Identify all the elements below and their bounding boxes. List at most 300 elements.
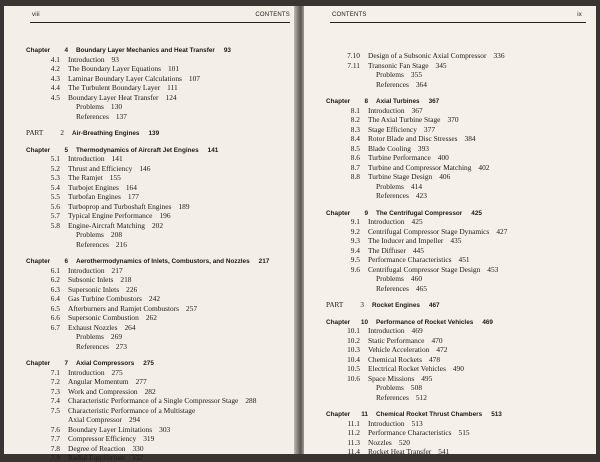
section-number: 5.8 (50, 220, 60, 230)
page-number: 513 (411, 418, 423, 428)
section-title: Blade Cooling (368, 143, 411, 153)
page-number: 513 (491, 411, 502, 418)
page-number: 282 (144, 386, 156, 396)
part-number: 3 (360, 301, 364, 309)
section-number: 4.3 (50, 73, 60, 83)
section-number: 10.3 (347, 345, 360, 354)
page-number: 101 (167, 64, 180, 73)
chapter-number: 4 (64, 47, 68, 54)
page-number: 377 (423, 124, 436, 134)
section-number: 11.3 (347, 437, 360, 447)
page-number: 515 (458, 428, 470, 437)
toc-section (344, 256, 470, 264)
header-rule (30, 22, 290, 23)
section-number: 8.1 (350, 105, 360, 115)
section-title: Gas Turbine Combustors (68, 294, 142, 303)
page-number: 414 (410, 181, 423, 191)
section-number: 7.10 (347, 51, 360, 60)
section-title: The Diffuser (368, 245, 406, 255)
toc-section (44, 212, 171, 220)
section-title: Characteristic Performance of a Multistage (68, 405, 196, 415)
page-number: 107 (188, 73, 200, 83)
page-number: 262 (145, 313, 157, 322)
page-number: 139 (148, 130, 160, 137)
chapter-title: Thermodynamics of Aircraft Jet Engines (76, 146, 199, 154)
section-number: 5.4 (50, 182, 60, 192)
section-title: Boundary Layer Limitations (68, 424, 153, 434)
page-number: 490 (452, 364, 464, 373)
section-number: 5.1 (50, 154, 60, 163)
page-number: 541 (438, 447, 450, 456)
page-number: 355 (410, 70, 423, 79)
section-number: 8.6 (350, 153, 360, 162)
chapter-title: Axial Turbines (376, 98, 420, 105)
toc-section (44, 305, 197, 313)
toc-section (344, 116, 459, 124)
toc-subentry (376, 183, 422, 191)
section-title: Work and Compression (68, 386, 138, 396)
toc-section (44, 295, 160, 303)
toc-section (344, 346, 447, 354)
page-number: 208 (110, 230, 123, 239)
page-number: 264 (124, 322, 136, 332)
section-number: 9.2 (350, 226, 360, 236)
section-number: 9.1 (350, 217, 360, 226)
chapter-label: Chapter (326, 209, 351, 217)
page-number: 196 (159, 211, 171, 220)
toc-section (44, 193, 139, 201)
page-number: 275 (143, 360, 154, 367)
toc-section (344, 52, 505, 60)
right-page (304, 6, 596, 454)
section-number: 4.2 (50, 64, 60, 73)
section-number: 11.1 (347, 418, 360, 428)
toc-section (44, 56, 119, 64)
page-number: 364 (415, 79, 427, 89)
left-page (4, 6, 296, 462)
page-number: 472 (436, 345, 448, 354)
folio: viii (32, 12, 40, 18)
entry-title: References (376, 283, 409, 293)
section-title: Design of a Subsonic Axial Compressor (368, 51, 487, 60)
toc-section (344, 337, 443, 345)
entry-title: References (76, 239, 109, 249)
entry-title: Problems (76, 230, 104, 239)
page-number: 423 (415, 191, 427, 200)
page-number: 336 (493, 51, 505, 60)
toc-section (344, 145, 429, 153)
section-title: Exhaust Nozzles (68, 322, 118, 332)
section-title: Angular Momentum (68, 377, 129, 386)
section-number: 9.4 (350, 245, 360, 255)
page-number: 345 (435, 60, 447, 70)
page-number: 367 (411, 105, 423, 115)
section-number: 9.3 (350, 236, 360, 245)
section-number: 7.2 (50, 377, 60, 386)
section-number: 8.7 (350, 162, 360, 172)
section-title: Turbine Performance (368, 153, 431, 162)
entry-title: References (376, 392, 409, 402)
chapter-number: 6 (64, 258, 68, 265)
page-number: 130 (110, 102, 123, 111)
section-title: Static Performance (368, 335, 425, 345)
toc-section (44, 174, 121, 182)
page-number: 393 (417, 143, 429, 153)
page-number: 520 (398, 437, 410, 447)
toc-section (344, 266, 498, 274)
toc-section (344, 164, 490, 172)
section-number: 6.6 (50, 313, 60, 322)
toc-section (344, 365, 464, 373)
page-number: 478 (428, 354, 441, 364)
entry-title: References (76, 111, 109, 121)
toc-subentry (76, 333, 122, 341)
toc-subentry (376, 285, 427, 293)
section-title: Degree of Reaction (68, 443, 126, 453)
part-label: PART (326, 301, 344, 309)
chapter-title: Performance of Rocket Vehicles (376, 318, 474, 326)
page-number: 303 (159, 424, 171, 434)
entry-title: Problems (76, 332, 104, 341)
section-title: Rocket Heat Transfer (368, 447, 432, 456)
section-title: The Boundary Layer Equations (68, 64, 161, 73)
entry-title: Problems (376, 383, 404, 392)
section-number: 6.2 (50, 275, 60, 284)
section-title: Centrifugal Compressor Stage Dynamics (368, 226, 490, 236)
section-number: 10.6 (347, 373, 360, 383)
section-title: Performance Characteristics (368, 428, 452, 437)
entry-title: Problems (376, 274, 404, 283)
entry-title: Problems (76, 102, 104, 111)
section-number: 7.8 (50, 443, 60, 453)
section-title: The Inducer and Impeller (368, 236, 444, 245)
page-number: 367 (428, 98, 440, 105)
section-number: 5.6 (50, 201, 60, 211)
entry-title: References (376, 79, 409, 89)
page-number: 242 (148, 294, 161, 303)
page-number: 155 (109, 173, 121, 182)
page-number: 124 (165, 92, 177, 102)
chapter-label: Chapter (326, 411, 351, 418)
page-number: 495 (421, 373, 433, 383)
toc-section (44, 222, 163, 230)
section-number: 10.5 (347, 364, 360, 373)
toc-section (44, 267, 123, 275)
toc-part (326, 301, 440, 310)
page-number: 427 (496, 226, 508, 236)
section-number: 10.2 (347, 335, 360, 345)
page-number: 425 (471, 209, 482, 217)
section-number: 6.4 (50, 294, 60, 303)
entry-title: References (376, 191, 409, 200)
section-number: 8.3 (350, 124, 360, 134)
page-number: 460 (410, 274, 423, 283)
section-title: Turboprop and Turboshaft Engines (68, 201, 172, 211)
chapter-label: Chapter (26, 258, 51, 265)
chapter-label: Chapter (326, 98, 351, 105)
section-number: 5.7 (50, 211, 60, 220)
section-number: 7.5 (50, 405, 60, 415)
toc-section (344, 62, 447, 70)
chapter-title: The Centrifugal Compressor (376, 209, 463, 217)
page-number: 137 (115, 111, 127, 121)
page-number: 218 (120, 275, 132, 284)
part-title: Rocket Engines (372, 302, 420, 309)
toc-section (44, 314, 157, 322)
section-title: Nozzles (368, 437, 392, 447)
toc-subentry (76, 241, 127, 249)
section-number: 10.1 (347, 326, 360, 335)
section-number: 6.5 (50, 303, 60, 313)
section-number: 6.1 (50, 265, 60, 275)
chapter-number: 7 (64, 360, 68, 367)
toc-section (44, 324, 136, 332)
section-title: Vehicle Acceleration (368, 345, 430, 354)
section-title: Turbine Stage Design (368, 172, 433, 181)
page-number: 370 (447, 115, 459, 124)
page-number: 146 (139, 163, 151, 173)
toc-continuation (68, 416, 140, 424)
page-number: 435 (450, 236, 462, 245)
entry-title: Problems (376, 70, 404, 79)
toc-chapter (26, 46, 231, 55)
section-number: 7.3 (50, 386, 60, 396)
toc-section (44, 407, 195, 415)
page-number: 467 (428, 302, 440, 309)
toc-section (344, 173, 450, 181)
section-title: Introduction (368, 217, 405, 226)
section-number: 11.2 (347, 428, 360, 437)
page-number: 189 (178, 201, 190, 211)
page-number: 512 (415, 392, 427, 402)
toc-section (344, 429, 470, 437)
running-head: CONTENTS (332, 12, 367, 18)
section-number: 7.4 (50, 396, 60, 405)
toc-section (44, 84, 178, 92)
section-title: Typical Engine Performance (68, 211, 153, 220)
entry-title: Problems (376, 181, 404, 191)
section-title: Introduction (68, 367, 105, 377)
section-title: Characteristic Performance of a Single Compressor Stage (68, 396, 239, 405)
entry-title: Axial Compressor (68, 415, 122, 424)
page-number: 469 (411, 326, 423, 335)
running-head: CONTENTS (255, 12, 290, 18)
section-title: Introduction (368, 105, 405, 115)
page-number: 402 (478, 162, 490, 172)
toc-section (44, 435, 154, 443)
section-number: 7.1 (50, 367, 60, 377)
section-number: 9.5 (350, 255, 360, 264)
page-number: 217 (111, 265, 123, 275)
page-number: 111 (167, 83, 178, 92)
section-title: Chemical Rockets (368, 354, 422, 364)
page-number: 508 (410, 383, 423, 392)
section-number: 8.8 (350, 172, 360, 181)
section-title: Supersonic Combustion (68, 313, 139, 322)
page-number: 277 (135, 377, 147, 386)
page-number: 406 (439, 172, 451, 181)
toc-section (344, 439, 410, 447)
chapter-title: Boundary Layer Mechanics and Heat Transfer (76, 47, 215, 54)
section-number: 6.7 (50, 322, 60, 332)
toc-section (44, 426, 170, 434)
toc-chapter (326, 410, 502, 419)
section-title: Centrifugal Compressor Stage Design (368, 264, 481, 274)
section-number: 6.3 (50, 284, 60, 294)
chapter-number: 11 (361, 411, 368, 418)
section-number: 4.5 (50, 92, 60, 102)
chapter-label: Chapter (326, 318, 351, 326)
page-number: 177 (127, 192, 139, 201)
page-number: 275 (111, 367, 123, 377)
section-number: 5.5 (50, 192, 60, 201)
section-number: 7.6 (50, 424, 60, 434)
toc-part (26, 129, 159, 138)
toc-section (344, 228, 507, 236)
page-number: 384 (464, 134, 476, 143)
toc-section (44, 286, 137, 294)
section-number: 11.4 (347, 447, 360, 456)
section-number: 4.1 (50, 54, 60, 64)
toc-chapter (26, 257, 269, 266)
page-number: 400 (437, 153, 449, 162)
toc-section (44, 75, 200, 83)
toc-section (44, 397, 256, 405)
section-title: The Ramjet (68, 173, 103, 182)
toc-section (344, 237, 461, 245)
toc-section (344, 135, 476, 143)
toc-subentry (76, 231, 122, 239)
section-number: 5.2 (50, 163, 60, 173)
page-number: 257 (186, 303, 198, 313)
toc-section (44, 155, 123, 163)
chapter-label: Chapter (26, 47, 51, 54)
toc-section (44, 94, 177, 102)
chapter-number: 8 (364, 98, 368, 105)
chapter-label: Chapter (26, 360, 51, 367)
toc-section (44, 378, 147, 386)
section-title: Boundary Layer Heat Transfer (68, 92, 159, 102)
toc-section (44, 184, 137, 192)
toc-section (344, 327, 423, 335)
section-title: The Turbulent Boundary Layer (68, 83, 161, 92)
section-title: Introduction (68, 154, 105, 163)
section-title: Afterburners and Ramjet Combustors (68, 303, 180, 313)
chapter-number: 10 (360, 318, 368, 326)
section-title: Subsonic Inlets (68, 275, 114, 284)
chapter-title: Axial Compressors (76, 360, 135, 367)
toc-section (344, 375, 432, 383)
page-number: 319 (143, 434, 155, 443)
section-number: 10.4 (347, 354, 360, 364)
page-number: 226 (126, 284, 138, 294)
toc-subentry (376, 384, 422, 392)
section-title: Compressor Efficiency (68, 434, 137, 443)
page-number: 288 (245, 396, 257, 405)
chapter-title: Aerothermodynamics of Inlets, Combustors, and Nozzles (76, 258, 250, 265)
toc-section (44, 454, 143, 462)
toc-section (344, 356, 440, 364)
toc-subentry (376, 275, 422, 283)
chapter-title: Chemical Rocket Thrust Chambers (376, 411, 483, 418)
page-number: 273 (115, 341, 127, 351)
section-title: The Axial Turbine Stage (368, 115, 441, 124)
section-number: 9.6 (350, 264, 360, 274)
toc-subentry (376, 192, 427, 200)
page-number: 141 (207, 146, 219, 154)
toc-section (44, 445, 144, 453)
part-title: Air-Breathing Engines (72, 130, 140, 137)
entry-title: References (76, 341, 109, 351)
folio: ix (577, 12, 582, 18)
section-title: Supersonic Inlets (68, 284, 120, 294)
section-number: 8.4 (350, 134, 360, 143)
page-number: 469 (482, 318, 493, 326)
section-title: Introduction (368, 418, 405, 428)
toc-subentry (76, 113, 127, 121)
page-number: 453 (487, 264, 499, 274)
toc-section (344, 107, 423, 115)
toc-section (344, 420, 423, 428)
chapter-label: Chapter (26, 146, 51, 154)
section-title: Performance Characteristics (368, 255, 452, 264)
toc-section (344, 126, 435, 134)
section-title: Transonic Fan Stage (368, 60, 429, 70)
section-title: Laminar Boundary Layer Calculations (68, 73, 182, 83)
toc-chapter (326, 97, 439, 106)
page-number: 216 (115, 239, 127, 249)
toc-subentry (76, 103, 122, 111)
section-number: 5.3 (50, 173, 60, 182)
section-title: Engine-Aircraft Matching (68, 220, 145, 230)
toc-section (44, 203, 190, 211)
toc-section (344, 247, 424, 255)
page-number: 332 (131, 453, 143, 462)
toc-section (44, 276, 131, 284)
section-number: 4.4 (50, 83, 60, 92)
page-number: 269 (110, 332, 123, 341)
page-number: 141 (111, 154, 123, 163)
page-number: 330 (132, 443, 144, 453)
toc-section (344, 448, 449, 456)
section-title: Introduction (368, 326, 405, 335)
page-number: 445 (412, 245, 424, 255)
section-title: Space Missions (368, 373, 415, 383)
toc-subentry (376, 81, 427, 89)
part-label: PART (26, 129, 44, 137)
page-number: 164 (125, 182, 137, 192)
page-number: 294 (129, 415, 141, 424)
section-number: 8.2 (350, 115, 360, 124)
section-title: Introduction (68, 265, 105, 275)
header-rule (330, 22, 586, 23)
page-number: 470 (431, 335, 443, 345)
toc-subentry (376, 394, 427, 402)
toc-section (44, 388, 156, 396)
page-number: 93 (111, 54, 119, 64)
section-title: Turbojet Engines (68, 182, 119, 192)
section-title: Stage Efficiency (368, 124, 417, 134)
page-number: 451 (458, 255, 470, 264)
section-number: 7.7 (50, 434, 60, 443)
toc-section (44, 369, 123, 377)
section-title: Electrical Rocket Vehicles (368, 364, 446, 373)
section-title: Radial Equilibrium (68, 453, 125, 462)
toc-section (344, 218, 423, 226)
part-number: 2 (60, 129, 64, 137)
page-number: 217 (258, 258, 270, 265)
section-title: Turbine and Compressor Matching (368, 162, 472, 172)
